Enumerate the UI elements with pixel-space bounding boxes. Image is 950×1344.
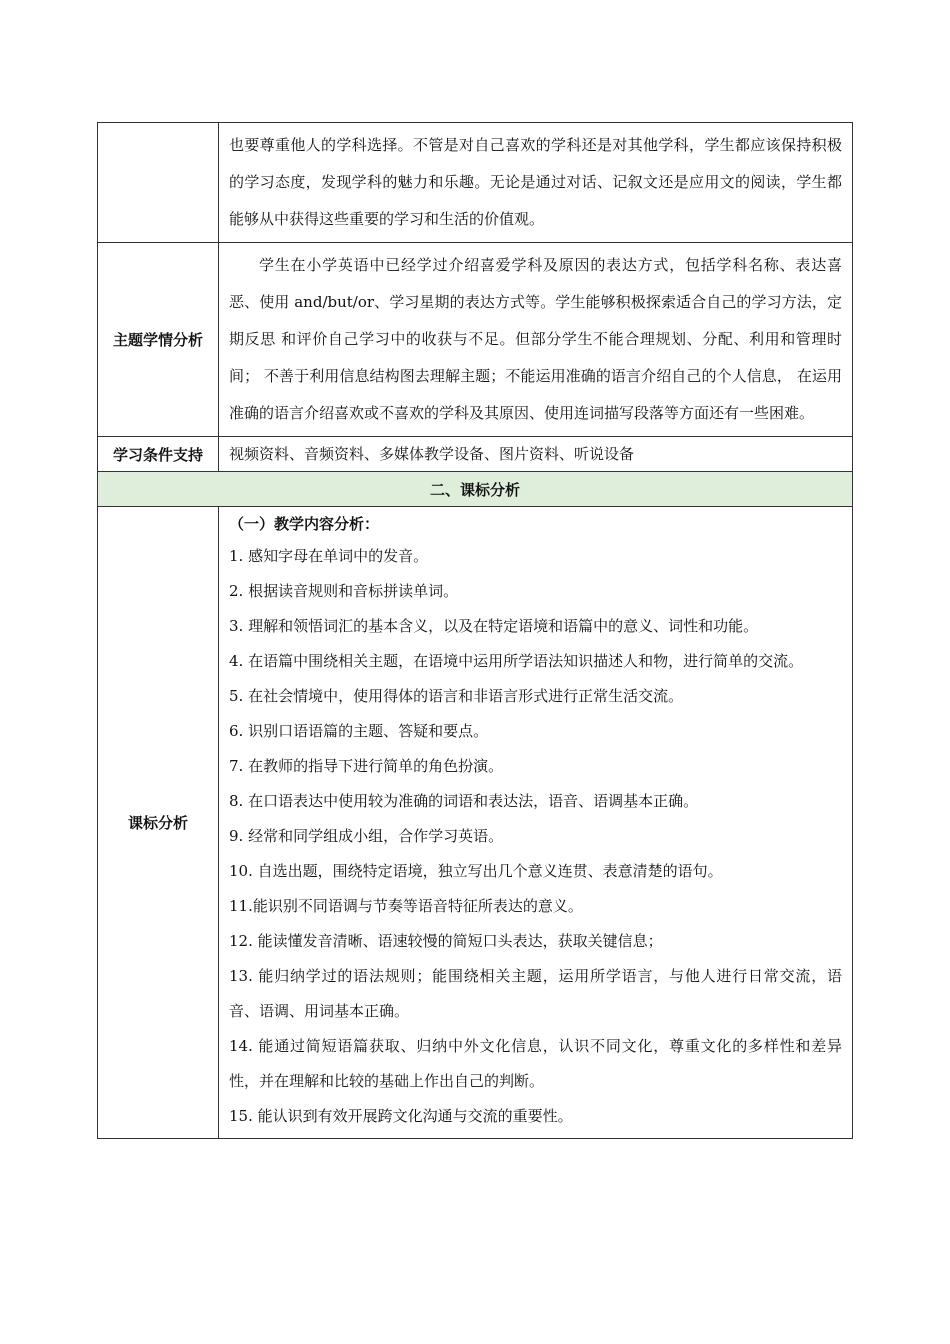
- row-label-student-analysis: 主题学情分析: [98, 243, 219, 437]
- conditions-text: 视频资料、音频资料、多媒体教学设备、图片资料、听说设备: [229, 445, 635, 463]
- table-row: [98, 123, 853, 243]
- row-content: [219, 243, 853, 437]
- student-analysis-text: 学生在小学英语中已经学过介绍喜爱学科及原因的表达方式，包括学科名称、表达喜恶、使用 and/but/or、学习星期的表达方式等。学生能够积极探索适合自己的学习方法，定期反思 和评价自己学习中的收获与不足。但部分学生不能合理规划、分配、利用和管理时间； 不善于利用信息结构图去理解主题；不能运用准确的语言介绍自己的个人信息， 在运用准确的语言介绍喜欢或不喜欢的学科及其原因、使用连词描写段落等方面还有一些困难。: [229, 256, 842, 422]
- list-item: 8. 在口语表达中使用较为准确的词语和表达法，语音、语调基本正确。: [229, 792, 699, 810]
- list-item: 13. 能归纳学过的语法规则；能围绕相关主题，运用所学语言，与他人进行日常交流，语音、语调、用词基本正确。: [229, 967, 842, 1020]
- list-item: 14. 能通过简短语篇获取、归纳中外文化信息，认识不同文化，尊重文化的多样性和差异性，并在理解和比较的基础上作出自己的判断。: [229, 1037, 842, 1090]
- list-item: 2. 根据读音规则和音标拼读单词。: [229, 582, 459, 600]
- row-label: [98, 123, 219, 243]
- row-content: [219, 123, 853, 243]
- section-header-row: [98, 472, 853, 507]
- curriculum-subheading: （一）教学内容分析：: [229, 515, 380, 533]
- list-item: 7. 在教师的指导下进行简单的角色扮演。: [229, 757, 504, 775]
- table-row: [98, 243, 853, 437]
- list-item: 5. 在社会情境中，使用得体的语言和非语言形式进行正常生活交流。: [229, 687, 684, 705]
- list-item: 9. 经常和同学组成小组，合作学习英语。: [229, 827, 504, 845]
- list-item: 10. 自选出题，围绕特定语境，独立写出几个意义连贯、表意清楚的语句。: [229, 862, 723, 880]
- row-content: [219, 507, 853, 1139]
- lesson-plan-table: [97, 122, 853, 1139]
- row-label-conditions: 学习条件支持: [98, 437, 219, 472]
- list-item: 6. 识别口语语篇的主题、答疑和要点。: [229, 722, 489, 740]
- row-content: [219, 437, 853, 472]
- list-item: 3. 理解和领悟词汇的基本含义，以及在特定语境和语篇中的意义、词性和功能。: [229, 617, 759, 635]
- list-item: 11.能识别不同语调与节奏等语音特征所表达的意义。: [229, 897, 583, 915]
- list-item: 15. 能认识到有效开展跨文化沟通与交流的重要性。: [229, 1107, 573, 1125]
- section-title: 二、课标分析: [98, 472, 853, 507]
- list-item: 12. 能读懂发音清晰、语速较慢的简短口头表达，获取关键信息；: [229, 932, 663, 950]
- row-label-curriculum: 课标分析: [98, 507, 219, 1139]
- table-row: [98, 437, 853, 472]
- table-row: [98, 507, 853, 1139]
- continuation-text: 也要尊重他人的学科选择。不管是对自己喜欢的学科还是对其他学科，学生都应该保持积极的学习态度，发现学科的魅力和乐趣。无论是通过对话、记叙文还是应用文的阅读，学生都能够从中获得这些重要的学习和生活的价值观。: [229, 136, 842, 228]
- list-item: 4. 在语篇中围绕相关主题，在语境中运用所学语法知识描述人和物，进行简单的交流。: [229, 652, 804, 670]
- list-item: 1. 感知字母在单词中的发音。: [229, 547, 429, 565]
